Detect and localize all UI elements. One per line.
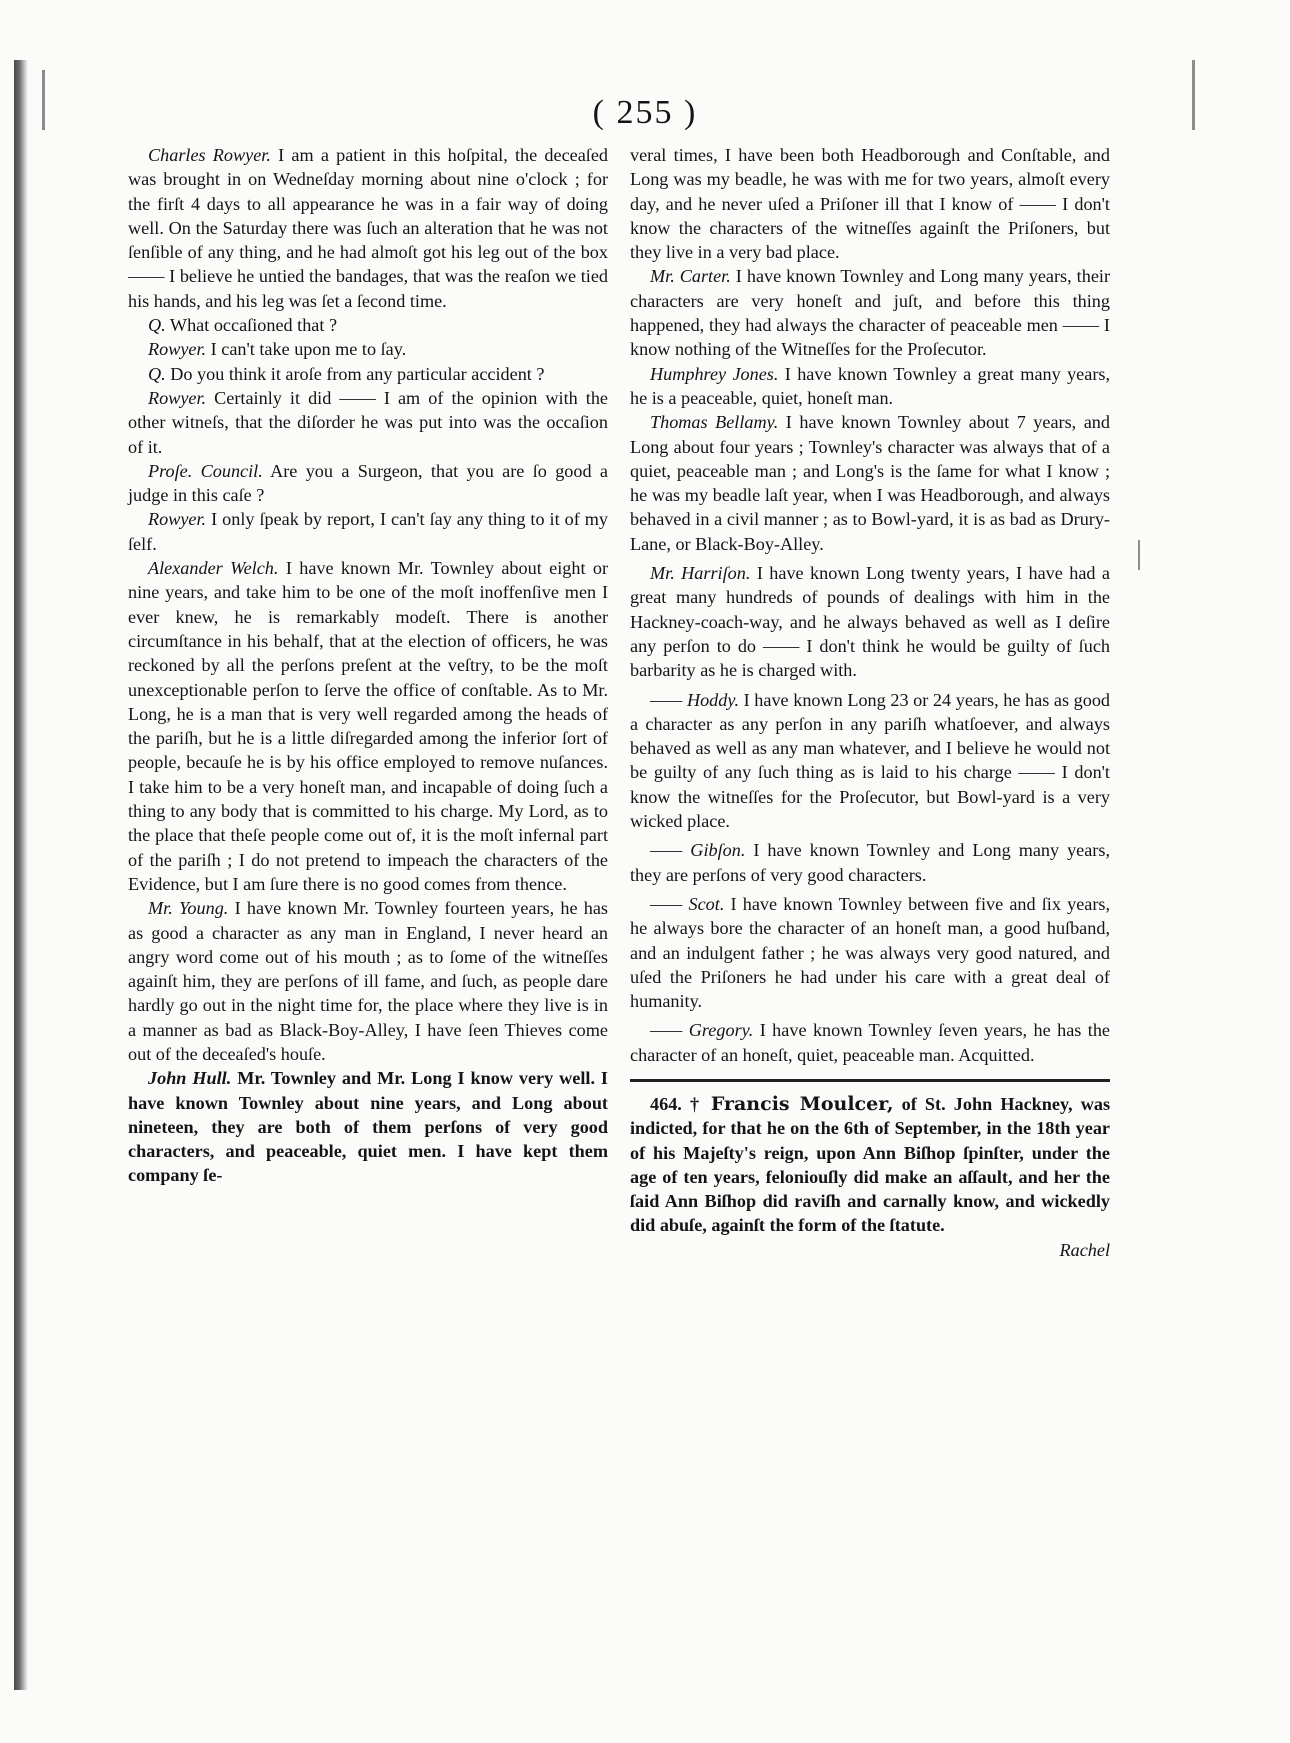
speaker-name: Rowyer. (148, 339, 207, 360)
testimony-paragraph (128, 1066, 608, 1187)
testimony-paragraph (630, 688, 1110, 834)
testimony-paragraph (128, 386, 608, 459)
testimony-text: I have known Mr. Townley about eight or nine years, and take him to be one of the moſt inoffenſive men I ever knew, he is remarkably modeſt. There is another circumſtance in his behalf, that at the election of officers, he was reckoned by all the perſons preſent at the veſtry, to be the moſt unexceptionable perſon to ſerve the office of conſtable. As to Mr. Long, he is a man that is very well regarded among the heads of the pariſh, but he is a little diſregarded among the inferior ſort of people, becauſe he is by his office employed to remove nuſances. I take him to be a very honeſt man, and incapable of doing ſuch a thing to any body that is committed to his charge. My Lord, as to the place that theſe people come out of, it is the moſt infernal part of the pariſh ; I do not pretend to impeach the characters of the Evidence, but I am ſure there is no good comes from thence. (128, 558, 609, 894)
testimony-paragraph (128, 896, 608, 1066)
testimony-paragraph (128, 459, 608, 508)
testimony-text: I have known Townley between five and ſix years, he always bore the character of an honeſt man, a good huſband, and an indulgent father ; he was always very good natured, and uſed the Priſoners he had under his care with a great deal of humanity. (630, 893, 1111, 1012)
testimony-paragraph (630, 892, 1110, 1013)
testimony-paragraph (128, 556, 608, 896)
left-column (128, 143, 608, 1188)
testimony-paragraph (128, 507, 608, 556)
testimony-text: Mr. Townley and Mr. Long I know very well. I have known Townley about nine years, and Long about nineteen, they are both of them perſons of very good characters, and peaceable, quiet men. I have kept them company ſe- (128, 1068, 608, 1186)
testimony-paragraph (630, 561, 1110, 682)
defendant-name: Francis Moulcer, (710, 1092, 894, 1115)
testimony-text: I have known Townley about 7 years, and Long about four years ; Townley's character was always that of a quiet, peaceable man ; and Long's is the ſame for what I know ; he was my beadle laſt year, when I was Headborough, and always behaved in a civil manner ; as to Bowl-yard, it is as bad as Drury-Lane, or Black-Boy-Alley. (630, 412, 1110, 554)
page-number: ( 255 ) (592, 94, 698, 131)
speaker-name: —— Scot. (650, 893, 725, 914)
edge-mark (1138, 540, 1140, 570)
speaker-name: John Hull. (148, 1068, 232, 1089)
testimony-paragraph (128, 337, 608, 361)
testimony-text: I have known Townley a great many years, he is a peaceable, quiet, honeſt man. (630, 363, 1110, 408)
case-text: of St. John Hackney, was indicted, for that he on the 6th of September, in the 18th year of his Majeſty's reign, upon Ann Biſhop ſpinſter, under the age of ten years, feloniouſly did make an aſſault, and her the ſaid Ann Biſhop did raviſh and carnally know, and wickedly did abuſe, againſt the form of the ſtatute. (630, 1093, 1111, 1236)
speaker-name: Proſe. Council. (148, 460, 263, 481)
speaker-name: Alexander Welch. (148, 558, 279, 579)
testimony-text: I have known Townley and Long many years, they are perſons of very good characters. (630, 840, 1110, 885)
testimony-paragraph (630, 838, 1110, 887)
testimony-text: I have known Townley and Long many years, their characters are very honeſt and juſt, and before this thing happened, they had always the character of peaceable men —— I know nothing of the Witneſſes for the Proſecutor. (630, 266, 1111, 360)
testimony-paragraph (128, 313, 608, 337)
testimony-paragraph (630, 1018, 1110, 1067)
page-binding-shadow (14, 60, 28, 1690)
testimony-paragraph (128, 143, 608, 313)
case-number: 464. † (650, 1093, 703, 1114)
testimony-paragraph (128, 362, 608, 386)
section-divider (630, 1079, 1110, 1082)
speaker-name: —— Hoddy. (650, 689, 739, 710)
speaker-name: Q. (148, 363, 166, 384)
catchword: Rachel (1059, 1239, 1110, 1260)
testimony-text: veral times, I have been both Headborough and Conſtable, and Long was my beadle, he was with me for two years, almoſt every day, and he never uſed a Priſoner ill that I know of —— I don't know the characters of the witneſſes againſt the Priſoners, but they live in a very bad place. (630, 145, 1110, 263)
testimony-text: I can't take upon me to ſay. (210, 339, 407, 360)
testimony-paragraph (630, 362, 1110, 411)
speaker-name: Q. (148, 315, 166, 336)
speaker-name: —— Gibſon. (650, 840, 746, 861)
testimony-text: I have known Long twenty years, I have had a great many hundreds of pounds of dealings with him in the Hackney-coach-way, and he always behaved as well as I deſire any perſon to do —— I don't think he would be guilty of ſuch barbarity as he is charged with. (630, 563, 1111, 681)
right-column (630, 143, 1110, 1262)
testimony-text: Are you a Surgeon, that you are ſo good a judge in this caſe ? (128, 460, 608, 506)
speaker-name: Humphrey Jones. (650, 363, 779, 384)
speaker-name: Mr. Carter. (650, 266, 731, 287)
testimony-paragraph (630, 410, 1110, 556)
testimony-text: Do you think it aroſe from any particular accident ? (170, 363, 545, 384)
speaker-name: Charles Rowyer. (148, 145, 271, 165)
speaker-name: Rowyer. (148, 387, 207, 408)
testimony-text: I am a patient in this hoſpital, the deceaſed was brought in on Wedneſday morning about nine o'clock ; for the firſt 4 days to all appearance he was in a fair way of doing well. On the Saturday there was ſuch an alteration that he was not ſenſible of any thing, and he had almoſt got his leg out of the box —— I believe he untied the bandages, that was the reaſon we tied his hands, and his leg was ſet a ſecond time. (128, 145, 609, 311)
testimony-paragraph (630, 264, 1110, 361)
testimony-text: Certainly it did —— I am of the opinion with the other witneſs, that the diſorder he was put into was the occaſion of it. (128, 387, 609, 457)
testimony-text: I have known Mr. Townley fourteen years, he has as good a character as any man in England, I never heard an angry word come out of his mouth ; as to ſome of the witneſſes againſt him, they are perſons of ill fame, and ſuch, as people dare hardly go out in the night time for, the place where they live is in a manner as bad as Black-Boy-Alley, I have ſeen Thieves come out of the deceaſed's houſe. (128, 898, 609, 1064)
testimony-text: I have known Long 23 or 24 years, he has as good a character as any perſon in any pariſh whatſoever, and always behaved as well as any man whatever, and I believe he would not be guilty of any ſuch thing as is laid to his charge —— I don't know the witneſſes for the Proſecutor, but Bowl-yard is a very wicked place. (630, 689, 1111, 832)
case-entry (630, 1092, 1110, 1238)
speaker-name: —— Gregory. (650, 1020, 754, 1041)
speaker-name: Mr. Young. (148, 898, 229, 919)
testimony-text: I only ſpeak by report, I can't ſay any thing to it of my ſelf. (128, 509, 609, 554)
testimony-text: I have known Townley ſeven years, he has the character of an honeſt, quiet, peaceable man. Acquitted. (630, 1020, 1111, 1065)
testimony-text: What occaſioned that ? (169, 315, 338, 336)
speaker-name: Thomas Bellamy. (650, 412, 779, 433)
speaker-name: Rowyer. (148, 509, 207, 530)
speaker-name: Mr. Harriſon. (650, 563, 751, 584)
testimony-continuation (630, 143, 1110, 264)
